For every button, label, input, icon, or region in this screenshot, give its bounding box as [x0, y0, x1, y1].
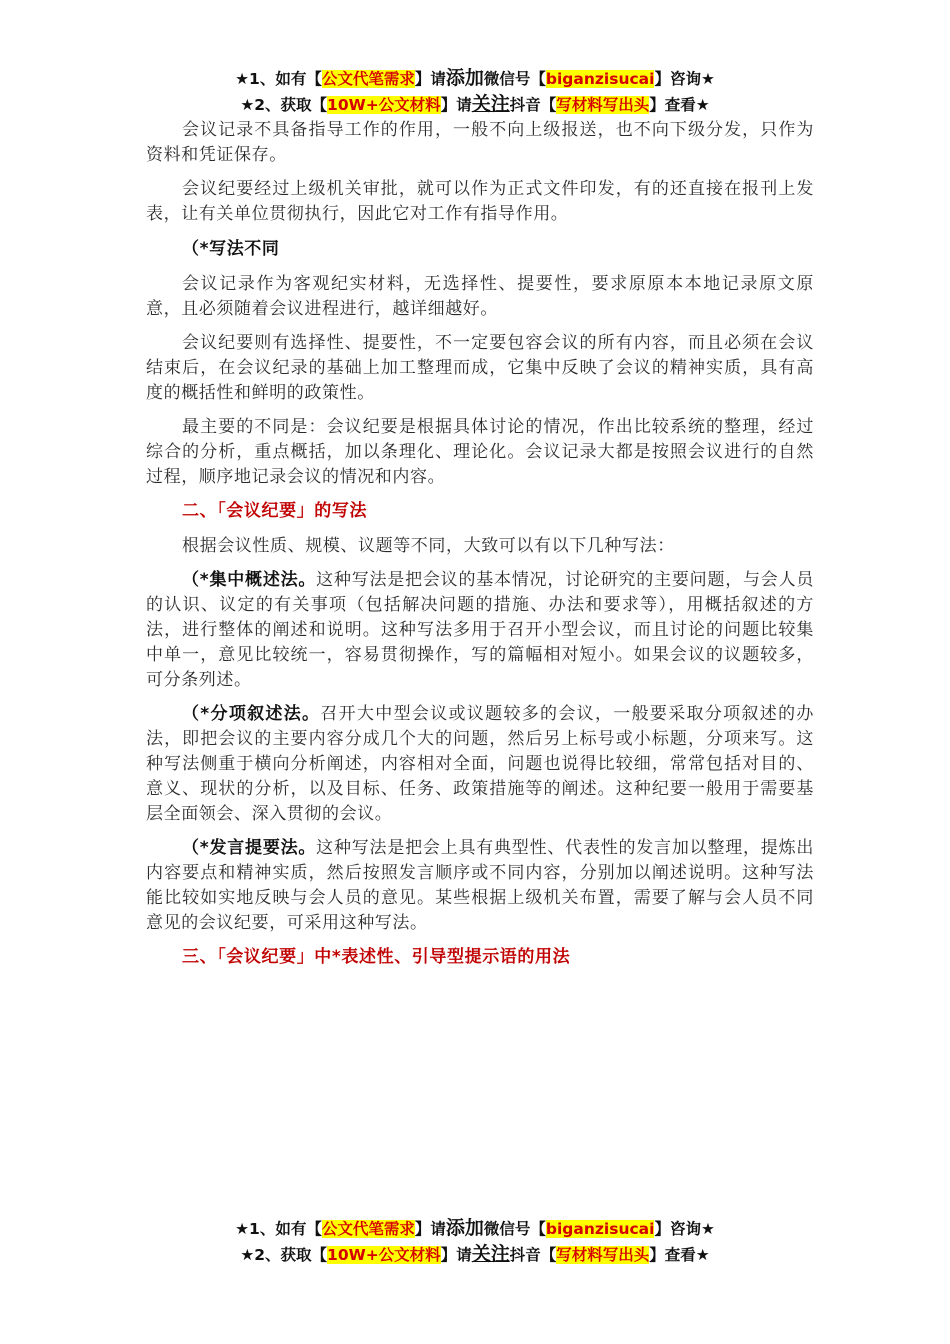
promo-line-2	[0, 1242, 950, 1268]
method-text: 这种写法是把会上具有典型性、代表性的发言加以整理，提炼出内容要点和精神实质，然后按照发言顺序或不同内容，分别加以阐述说明。这种写法能比较如实地反映与会人员的意见。某些根据上级机关布置，需要了解与会人员不同意见的会议纪要，可采用这种写法。	[146, 838, 814, 933]
highlight-wechat-id: biganzisucai	[545, 70, 655, 88]
method-paragraph-2	[146, 702, 814, 827]
promo-text: 抖音【	[509, 96, 557, 114]
promo-text: 】请	[440, 96, 472, 114]
highlight-service: 公文代笔需求	[321, 70, 415, 88]
promo-emphasis: 关注	[471, 1243, 510, 1265]
promo-banner-top	[0, 66, 950, 118]
promo-text: ★1、如有【	[235, 70, 322, 88]
paragraph: 会议纪要则有选择性、提要性，不一定要包容会议的所有内容，而且必须在会议结束后，在会议纪录的基础上加工整理而成，它集中反映了会议的精神实质，具有高度的概括性和鲜明的政策性。	[146, 333, 814, 403]
highlight-materials: 10W+公文材料	[327, 96, 441, 114]
method-lead: （*集中概述法。	[182, 570, 317, 590]
paragraph: 会议记录不具备指导工作的作用，一般不向上级报送，也不向下级分发，只作为资料和凭证保存。	[146, 120, 814, 165]
method-paragraph-3	[146, 836, 814, 936]
highlight-douyin-account: 写材料写出头	[556, 96, 650, 114]
document-body	[146, 118, 814, 980]
promo-text: 】请	[440, 1246, 472, 1264]
paragraph: 会议纪要经过上级机关审批，就可以作为正式文件印发，有的还直接在报刊上发表，让有关单位贯彻执行，因此它对工作有指导作用。	[146, 179, 814, 224]
promo-emphasis: 关注	[471, 93, 510, 115]
promo-text: 】请	[414, 70, 446, 88]
paragraph: 会议记录作为客观纪实材料，无选择性、提要性，要求原原本本地记录原文原意，且必须随着会议进程进行，越详细越好。	[146, 274, 814, 319]
promo-text: ★2、获取【	[240, 96, 328, 114]
promo-text: 】咨询★	[654, 70, 715, 88]
section-heading-3: 三、「会议纪要」中*表述性、引导型提示语的用法	[182, 947, 571, 967]
highlight-wechat-id: biganzisucai	[545, 1220, 655, 1238]
promo-text: 】查看★	[649, 96, 710, 114]
method-text: 召开大中型会议或议题较多的会议，一般要采取分项叙述的办法，即把会议的主要内容分成几个大的问题，然后另上标号或小标题，分项来写。这种写法侧重于横向分析阐述，内容相对全面，问题也说得比较细，常常包括对目的、意义、现状的分析，以及目标、任务、政策措施等的阐述。这种纪要一般用于需要基层全面领会、深入贯彻的会议。	[146, 704, 814, 824]
promo-text: 】请	[414, 1220, 446, 1238]
promo-text: 抖音【	[509, 1246, 557, 1264]
paragraph: 根据会议性质、规模、议题等不同，大致可以有以下几种写法：	[182, 536, 675, 556]
promo-line-1	[0, 66, 950, 92]
highlight-service: 公文代笔需求	[321, 1220, 415, 1238]
promo-emphasis: 添加	[445, 1217, 484, 1239]
promo-text: 】咨询★	[654, 1220, 715, 1238]
paragraph: 最主要的不同是：会议纪要是根据具体讨论的情况，作出比较系统的整理，经过综合的分析，重点概括，加以条理化、理论化。会议记录大都是按照会议进行的自然过程，顺序地记录会议的情况和内容。	[146, 417, 814, 487]
method-lead: （*发言提要法。	[182, 838, 317, 858]
highlight-douyin-account: 写材料写出头	[556, 1246, 650, 1264]
promo-emphasis: 添加	[445, 67, 484, 89]
promo-text: ★1、如有【	[235, 1220, 322, 1238]
method-lead: （*分项叙述法。	[182, 704, 321, 724]
promo-text: 微信号【	[483, 1220, 546, 1238]
method-text: 这种写法是把会议的基本情况，讨论研究的主要问题，与会人员的认识、议定的有关事项（包括解决问题的措施、办法和要求等），用概括叙述的方法，进行整体的阐述和说明。这种写法多用于召开小型会议，而且讨论的问题比较集中单一，意见比较统一，容易贯彻操作，写的篇幅相对短小。如果会议的议题较多，可分条列述。	[146, 570, 814, 690]
promo-text: 】查看★	[649, 1246, 710, 1264]
method-paragraph-1	[146, 568, 814, 693]
promo-line-1	[0, 1216, 950, 1242]
subheading-writing-difference: （*写法不同	[182, 239, 280, 259]
promo-banner-bottom	[0, 1216, 950, 1268]
promo-line-2	[0, 92, 950, 118]
promo-text: ★2、获取【	[240, 1246, 328, 1264]
highlight-materials: 10W+公文材料	[327, 1246, 441, 1264]
promo-text: 微信号【	[483, 70, 546, 88]
section-heading-2: 二、「会议纪要」的写法	[182, 501, 368, 521]
